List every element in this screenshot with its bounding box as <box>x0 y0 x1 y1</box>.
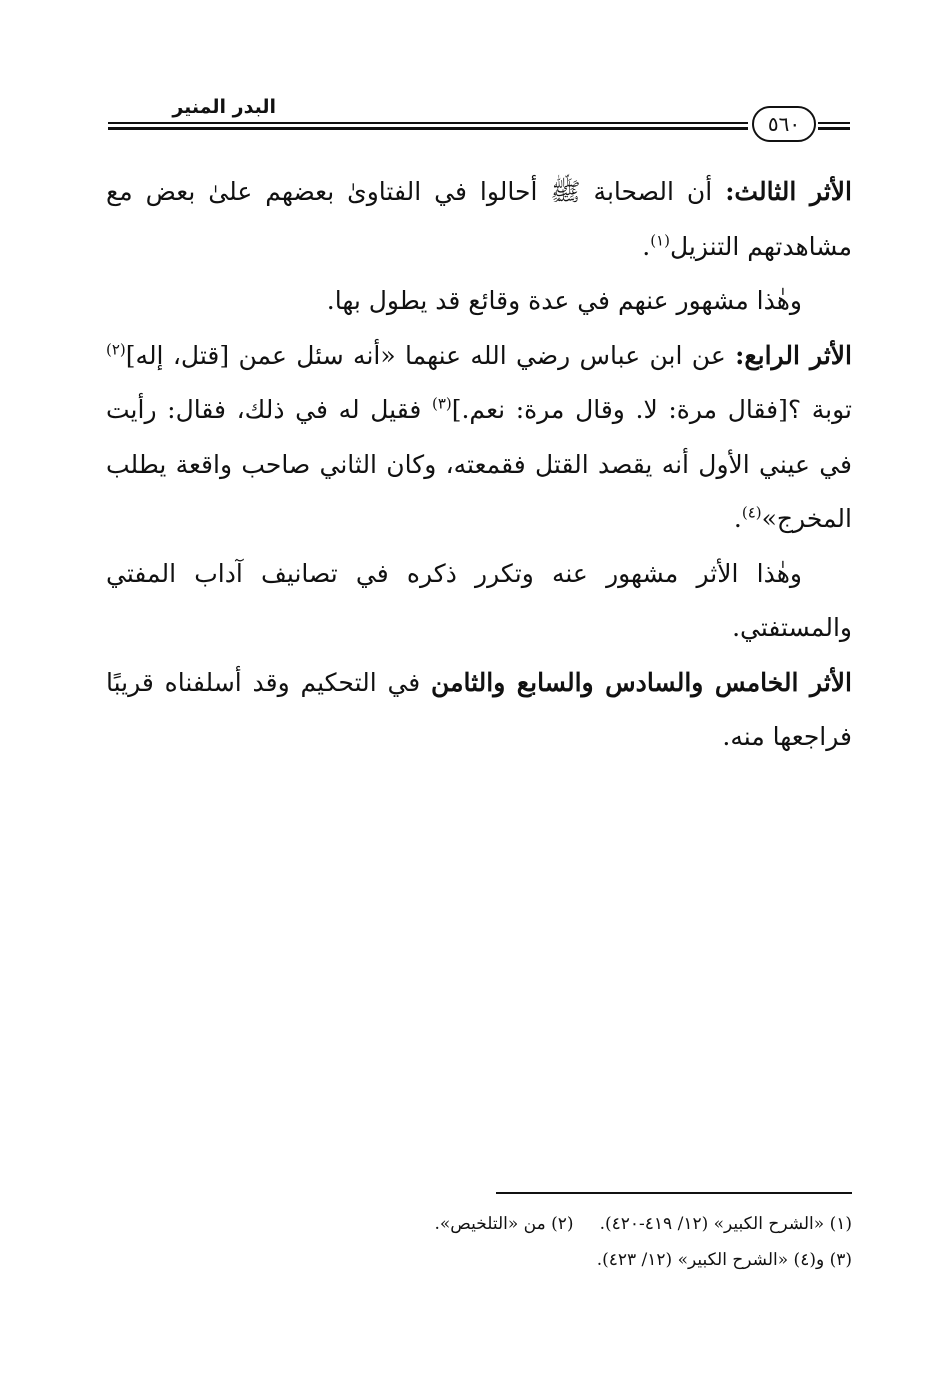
paragraph-heading: الأثر الخامس والسادس والسابع والثامن <box>431 667 852 697</box>
footnote-line <box>106 1242 852 1278</box>
footnote-ref: (١) <box>650 231 670 250</box>
paragraph-heading: الأثر الثالث: <box>725 177 852 206</box>
header-rule-bottom <box>108 127 748 130</box>
footnote-1: (١) «الشرح الكبير» (١٢/ ٤١٩-٤٢٠). <box>599 1214 852 1234</box>
paragraph-athar-3: الأثر الثالث: أن الصحابة ﷺ أحالوا في الفتاوىٰ بعضهم علىٰ بعض مع مشاهدتهم التنزيل$^{(١)}$. <box>106 177 852 261</box>
footnote-3: (٣) و(٤) «الشرح الكبير» (١٢/ ٤٢٣). <box>596 1250 852 1270</box>
footnotes <box>106 1192 852 1278</box>
paragraph-text: عن ابن عباس رضي الله عنهما «أنه سئل عمن [قتل، إله] <box>125 340 736 370</box>
footnote-line <box>106 1206 852 1242</box>
footnote-ref: (٣) <box>431 394 452 413</box>
footnote-ref: (٢) <box>106 340 126 359</box>
paragraph-text: في التحكيم وقد أسلفناه قريبًا فراجعها منه. <box>106 667 852 751</box>
paragraph-text: أن الصحابة ﷺ أحالوا في الفتاوىٰ بعضهم علىٰ بعض مع مشاهدتهم التنزيل <box>106 177 852 261</box>
running-title: البدر المنير <box>172 96 276 118</box>
paragraph-note: وهٰذا الأثر مشهور عنه وتكرر ذكره في تصانيف آداب المفتي والمستفتي. <box>106 558 852 642</box>
footnote-separator <box>496 1192 852 1194</box>
footnote-2: (٢) من «التلخيص». <box>434 1214 574 1234</box>
main-text <box>106 165 852 765</box>
paragraph-athar-4: الأثر الرابع: عن ابن عباس رضي الله عنهما «أنه سئل عمن [قتل، إله]$^{(٢)}$ توبة ؟[فقال مرة: لا. وقال مرة: نعم.]$^{(٣)}$ فقيل له في ذلك، فقال: رأيت في عيني الأول أنه يقصد القتل فقمعته، وكان الثاني صاحب واقعة يطلب المخرج»$^{(٤)}$. <box>106 340 852 533</box>
paragraph-note: وهٰذا مشهور عنهم في عدة وقائع قد يطول بها. <box>326 286 802 315</box>
footnote-ref: (٤) <box>741 503 762 522</box>
header-rule-right-bottom <box>818 127 850 130</box>
paragraph-text: فقيل له في ذلك، فقال: رأيت في عيني الأول أنه يقصد القتل فقمعته، وكان الثاني صاحب واقعة يطلب المخرج» <box>106 395 852 533</box>
header-rule-top <box>108 122 748 124</box>
paragraph-athar-5-8 <box>106 656 852 765</box>
page-number: ٥٦٠ <box>752 106 816 142</box>
header-rule-right-top <box>818 122 850 124</box>
paragraph-heading: الأثر الرابع: <box>735 340 852 370</box>
page-header <box>108 88 850 148</box>
paragraph-text: توبة ؟[فقال مرة: لا. وقال مرة: نعم.] <box>451 395 852 424</box>
